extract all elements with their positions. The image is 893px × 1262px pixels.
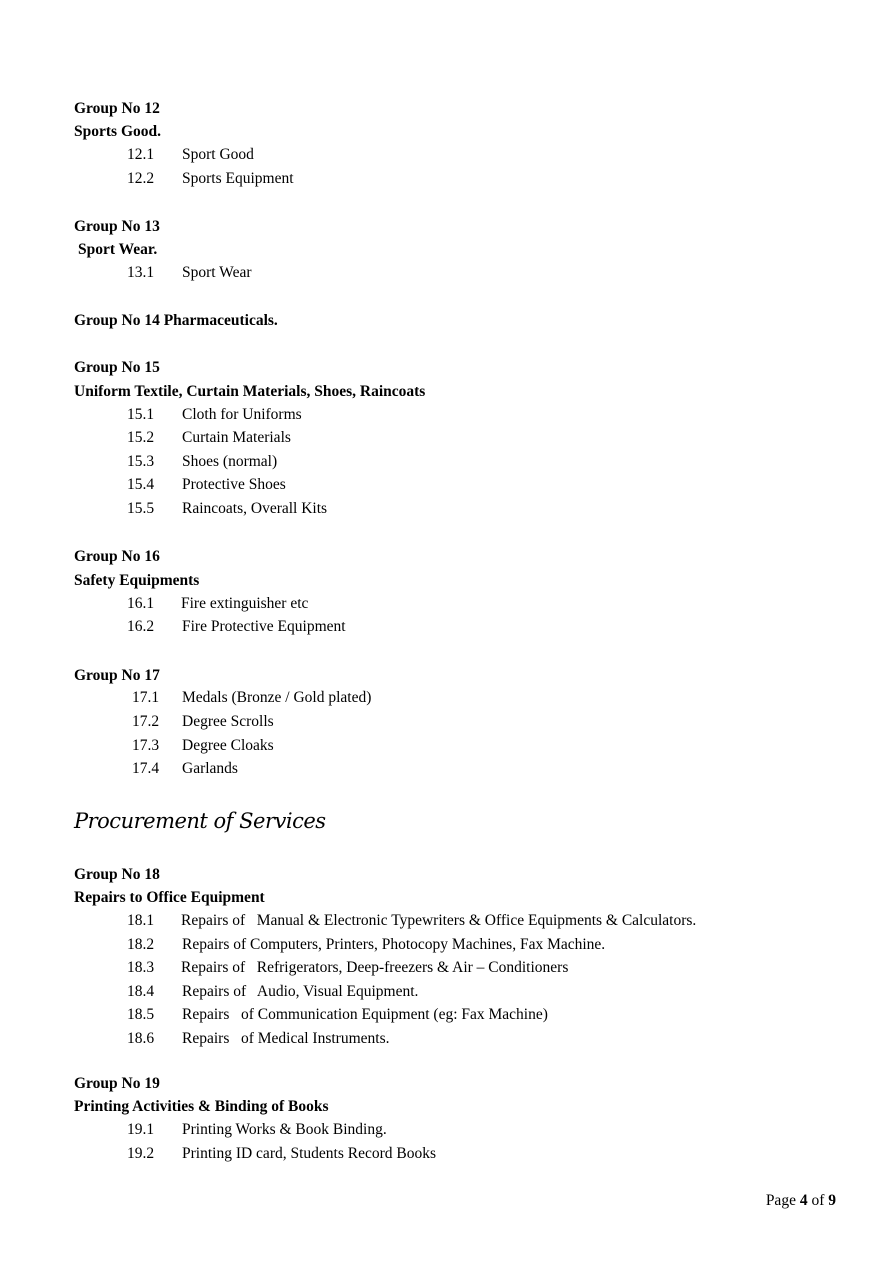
item-text: Sports Equipment: [182, 170, 294, 187]
item-text: Medals (Bronze / Gold plated): [182, 689, 372, 706]
group-18-title: Repairs to Office Equipment: [74, 889, 265, 906]
item-number: 18.2: [127, 936, 155, 953]
item-number: 15.4: [127, 476, 155, 493]
group-15-title: Uniform Textile, Curtain Materials, Shoes, Raincoats: [74, 383, 426, 400]
item-text: Shoes (normal): [182, 453, 278, 470]
group-19-header: Group No 19: [74, 1075, 160, 1092]
group-14-header: Group No 14 Pharmaceuticals.: [74, 312, 278, 329]
item-text: Degree Cloaks: [182, 737, 274, 754]
group-19-title: Printing Activities & Binding of Books: [74, 1098, 329, 1115]
item-number: 18.3: [127, 959, 155, 976]
page-label: Page: [765, 1192, 800, 1209]
item-number: 18.4: [127, 983, 155, 1000]
item-number: 16.1: [127, 595, 155, 612]
item-text: Sport Wear: [182, 264, 252, 281]
group-13-header: Group No 13: [74, 218, 160, 235]
item-text: Fire Protective Equipment: [182, 618, 346, 635]
item-number: 17.3: [132, 737, 160, 754]
item-text: Repairs of Computers, Printers, Photocopy Machines, Fax Machine.: [182, 936, 606, 953]
item-number: 18.1: [127, 912, 155, 929]
item-number: 18.6: [127, 1030, 155, 1047]
group-15-header: Group No 15: [74, 359, 160, 376]
group-18-header: Group No 18: [74, 866, 160, 883]
group-12-header: Group No 12: [74, 100, 160, 117]
item-text: Printing Works & Book Binding.: [182, 1121, 387, 1138]
page-number: [766, 1191, 836, 1211]
item-number: 12.2: [127, 170, 155, 187]
item-number: 17.2: [132, 713, 160, 730]
item-text: Printing ID card, Students Record Books: [182, 1145, 437, 1162]
item-text: Fire extinguisher etc: [181, 595, 309, 612]
item-number: 16.2: [127, 618, 155, 635]
group-13-title: Sport Wear.: [78, 241, 158, 258]
item-text: Cloth for Uniforms: [182, 406, 302, 423]
group-16-header: Group No 16: [74, 548, 160, 565]
item-text: Repairs of Medical Instruments.: [182, 1030, 390, 1047]
item-number: 19.1: [127, 1121, 155, 1138]
group-12-title: Sports Good.: [74, 123, 161, 140]
item-number: 17.1: [132, 689, 160, 706]
item-text: Curtain Materials: [182, 429, 291, 446]
item-text: Sport Good: [182, 146, 254, 163]
item-number: 15.2: [127, 429, 155, 446]
item-number: 17.4: [132, 760, 160, 777]
item-text: Protective Shoes: [182, 476, 286, 493]
section-heading: Procurement of Services: [74, 809, 326, 833]
item-text: Repairs of Refrigerators, Deep-freezers & Air – Conditioners: [181, 959, 569, 976]
item-number: 15.3: [127, 453, 155, 470]
item-number: 15.1: [127, 406, 155, 423]
item-text: Repairs of Manual & Electronic Typewriters & Office Equipments & Calculators.: [181, 912, 697, 929]
item-number: 12.1: [127, 146, 155, 163]
item-number: 18.5: [127, 1006, 155, 1023]
page-of-label: of: [807, 1192, 829, 1209]
item-text: Degree Scrolls: [182, 713, 274, 730]
item-number: 15.5: [127, 500, 155, 517]
page-total: 9: [828, 1192, 836, 1209]
item-text: Repairs of Audio, Visual Equipment.: [182, 983, 419, 1000]
page-current: 4: [799, 1192, 808, 1209]
item-text: Raincoats, Overall Kits: [182, 500, 328, 517]
item-text: Garlands: [182, 760, 238, 777]
group-17-header: Group No 17: [74, 667, 160, 684]
item-number: 13.1: [127, 264, 155, 281]
item-number: 19.2: [127, 1145, 155, 1162]
group-16-title: Safety Equipments: [74, 572, 200, 589]
item-text: Repairs of Communication Equipment (eg: Fax Machine): [182, 1006, 548, 1023]
